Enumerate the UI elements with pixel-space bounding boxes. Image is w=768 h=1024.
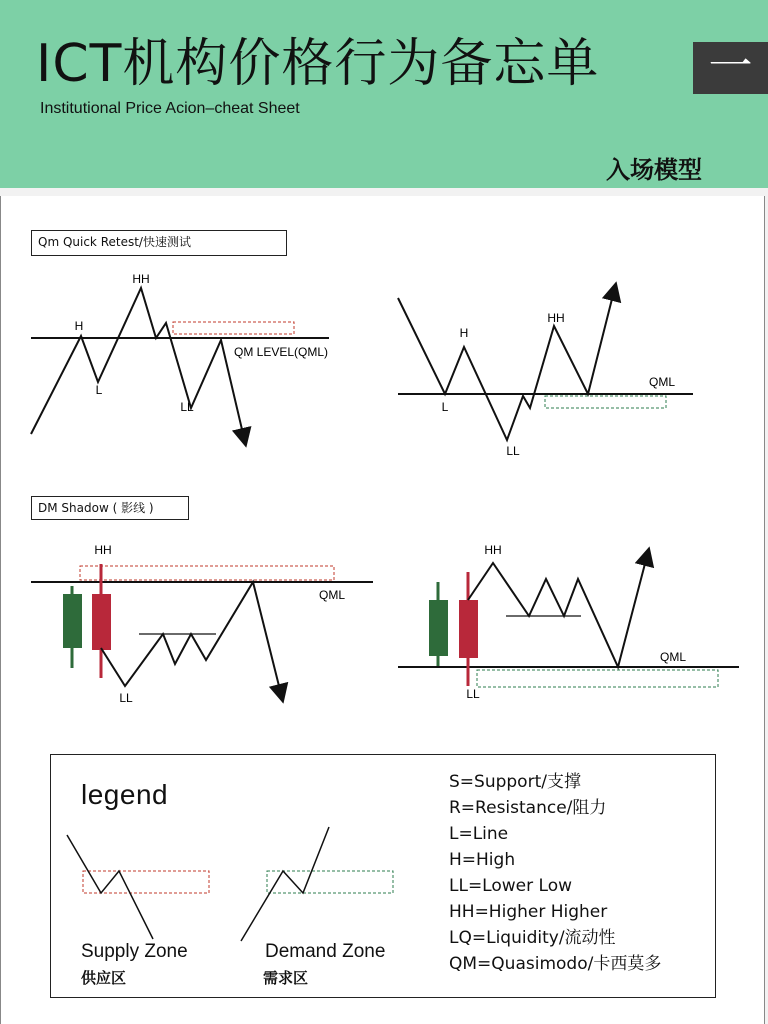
label-hh: HH	[132, 272, 150, 286]
label-l: L	[441, 400, 449, 414]
supply-zone-cn: 供应区	[81, 969, 127, 987]
bull-candle-body	[63, 594, 82, 648]
label-ll: LL	[119, 691, 133, 705]
price-path	[31, 288, 244, 438]
legend-title: legend	[81, 779, 169, 810]
price-path	[468, 556, 647, 667]
legend-def: QM=Quasimodo/卡西莫多	[449, 954, 662, 974]
dm-left-diagram	[31, 543, 373, 705]
bear-candle-body	[459, 600, 478, 658]
qm-quick-retest-title: Qm Quick Retest/快速测试	[31, 230, 287, 256]
supply-zone-label: Supply Zone	[81, 941, 188, 962]
label-ll: LL	[180, 400, 194, 414]
bear-candle-body	[92, 594, 111, 650]
price-path	[398, 291, 614, 440]
legend-def: LQ=Liquidity/流动性	[449, 928, 616, 948]
qm-right-diagram	[398, 291, 693, 458]
label-ll: LL	[466, 687, 480, 701]
label-h: H	[459, 326, 469, 340]
label-l: L	[95, 383, 103, 397]
legend-def: HH=Higher Higher	[449, 902, 608, 922]
label-h: H	[74, 319, 84, 333]
price-path	[101, 582, 281, 694]
dm-shadow-title: DM Shadow ( 影线 )	[31, 496, 189, 520]
section-label: 入场模型	[606, 156, 702, 184]
demand-zone-cn: 需求区	[263, 969, 309, 987]
demand-zone-box	[545, 396, 666, 408]
label-ll: LL	[506, 444, 520, 458]
label-qml: QML	[319, 588, 346, 602]
qm-left-diagram	[31, 272, 329, 438]
supply-zone-box	[173, 322, 294, 334]
page-subtitle: Institutional Price Acion–cheat Sheet	[40, 100, 300, 117]
supply-zone-sample-path	[67, 835, 153, 939]
demand-zone-label: Demand Zone	[265, 941, 386, 962]
label-hh: HH	[484, 543, 502, 557]
supply-zone-box	[80, 566, 334, 580]
page-marker: 一	[693, 42, 768, 94]
dm-right-diagram	[398, 543, 739, 701]
legend-box	[50, 754, 716, 998]
legend-def: R=Resistance/阻力	[449, 798, 607, 818]
supply-zone-sample-box	[83, 871, 209, 893]
demand-zone-sample-path	[241, 827, 329, 941]
demand-zone-box	[477, 670, 718, 687]
label-qm-level: QM LEVEL(QML)	[234, 345, 329, 359]
legend-def: L=Line	[449, 824, 509, 844]
legend-def: H=High	[449, 850, 516, 870]
label-qml: QML	[660, 650, 687, 664]
label-hh: HH	[547, 311, 565, 325]
legend-def: LL=Lower Low	[449, 876, 572, 896]
page-title: ICT机构价格行为备忘单	[36, 34, 600, 94]
legend-definitions	[449, 769, 661, 977]
bull-candle-body	[429, 600, 448, 656]
label-qml: QML	[649, 375, 676, 389]
label-hh: HH	[94, 543, 112, 557]
header-banner	[0, 0, 768, 188]
legend-def: S=Support/支撑	[449, 772, 581, 792]
